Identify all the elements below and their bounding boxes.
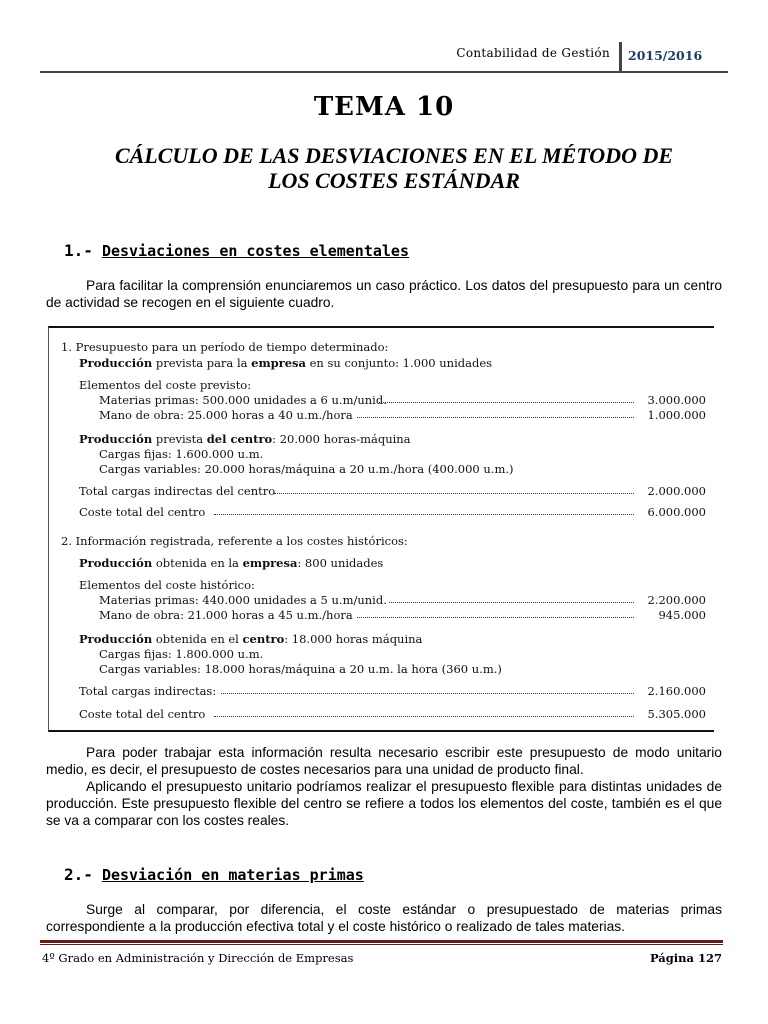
section-2-heading — [64, 865, 364, 884]
subtitle-line-2: LOS COSTES ESTÁNDAR — [268, 168, 520, 193]
footer-page-number: Página 127 — [649, 951, 722, 965]
intro-paragraph: Para facilitar la comprensión enunciaremos un caso práctico. Los datos del presupuesto para un centro de actividad se recogen en el siguiente cuadro. — [46, 278, 722, 310]
section-1-heading — [64, 241, 409, 260]
section-1-number: 1.- — [64, 241, 93, 260]
header-year: 2015/2016 — [628, 48, 703, 63]
page-subtitle — [60, 143, 728, 193]
section-2-title: Desviación en materias primas — [101, 866, 364, 884]
footer-rule-thin — [40, 944, 723, 945]
header-rule — [40, 71, 728, 73]
page-title: TEMA 10 — [313, 92, 455, 122]
section-1-title: Desviaciones en costes elementales — [101, 242, 409, 260]
body-paragraph-4: Surge al comparar, por diferencia, el coste estándar o presupuestado de materias primas correspondiente a la producción efectiva total y el coste histórico o realizado de tales materias. — [46, 902, 722, 934]
footer-rule — [40, 940, 723, 943]
footer-degree: 4º Grado en Administración y Dirección de Empresas — [42, 951, 354, 965]
body-paragraph-2: Para poder trabajar esta información resulta necesario escribir este presupuesto de modo unitario medio, es decir, el presupuesto de costes necesarios para una unidad de producto final. — [46, 745, 722, 777]
budget-table: 1. Presupuesto para un período de tiempo determinado: Producción prevista para la empresa en su conjunto: 1.000 unidades Elementos del coste previsto: Materias primas: 500.000 unidades a 6 u.m/unid. 3.000.000 Mano de obra: 25.000 horas a 40 u.m./hora 1.000.000 Producción prevista del centro: 20.000 horas-máquina Cargas fijas: 1.600.000 u.m. Cargas variables: 20.000 horas/máquina a 20 u.m./hora (400.000 u.m.) Total cargas indirectas del centro 2.000.000 Coste total del centro 6.000.000 2. Información registrada, referente a los costes históricos: Producción obtenida en la empresa: 800 unidades Elementos del coste histórico: Materias primas: 440.000 unidades a 5 u.m/unid. 2.200.000 Mano de obra: 21.000 horas a 45 u.m./hora 945.000 Producción obtenida en el centro: 18.000 horas máquina Cargas fijas: 1.800.000 u.m. Cargas variables: 18.000 horas/máquina a 20 u.m. la hora (360 u.m.) Total cargas indirectas: 2.160.000 Coste total del centro 5.305.000 — [48, 326, 714, 732]
section-2-number: 2.- — [64, 865, 93, 884]
header-course: Contabilidad de Gestión — [456, 46, 610, 60]
subtitle-line-1: CÁLCULO DE LAS DESVIACIONES EN EL MÉTODO DE — [114, 143, 674, 168]
body-paragraph-3: Aplicando el presupuesto unitario podríamos realizar el presupuesto flexible para distintas unidades de producción. Este presupuesto flexible del centro se refiere a todos los elementos del coste, también es el que se va a comparar con los costes reales. — [46, 779, 722, 828]
header-divider — [619, 42, 622, 72]
